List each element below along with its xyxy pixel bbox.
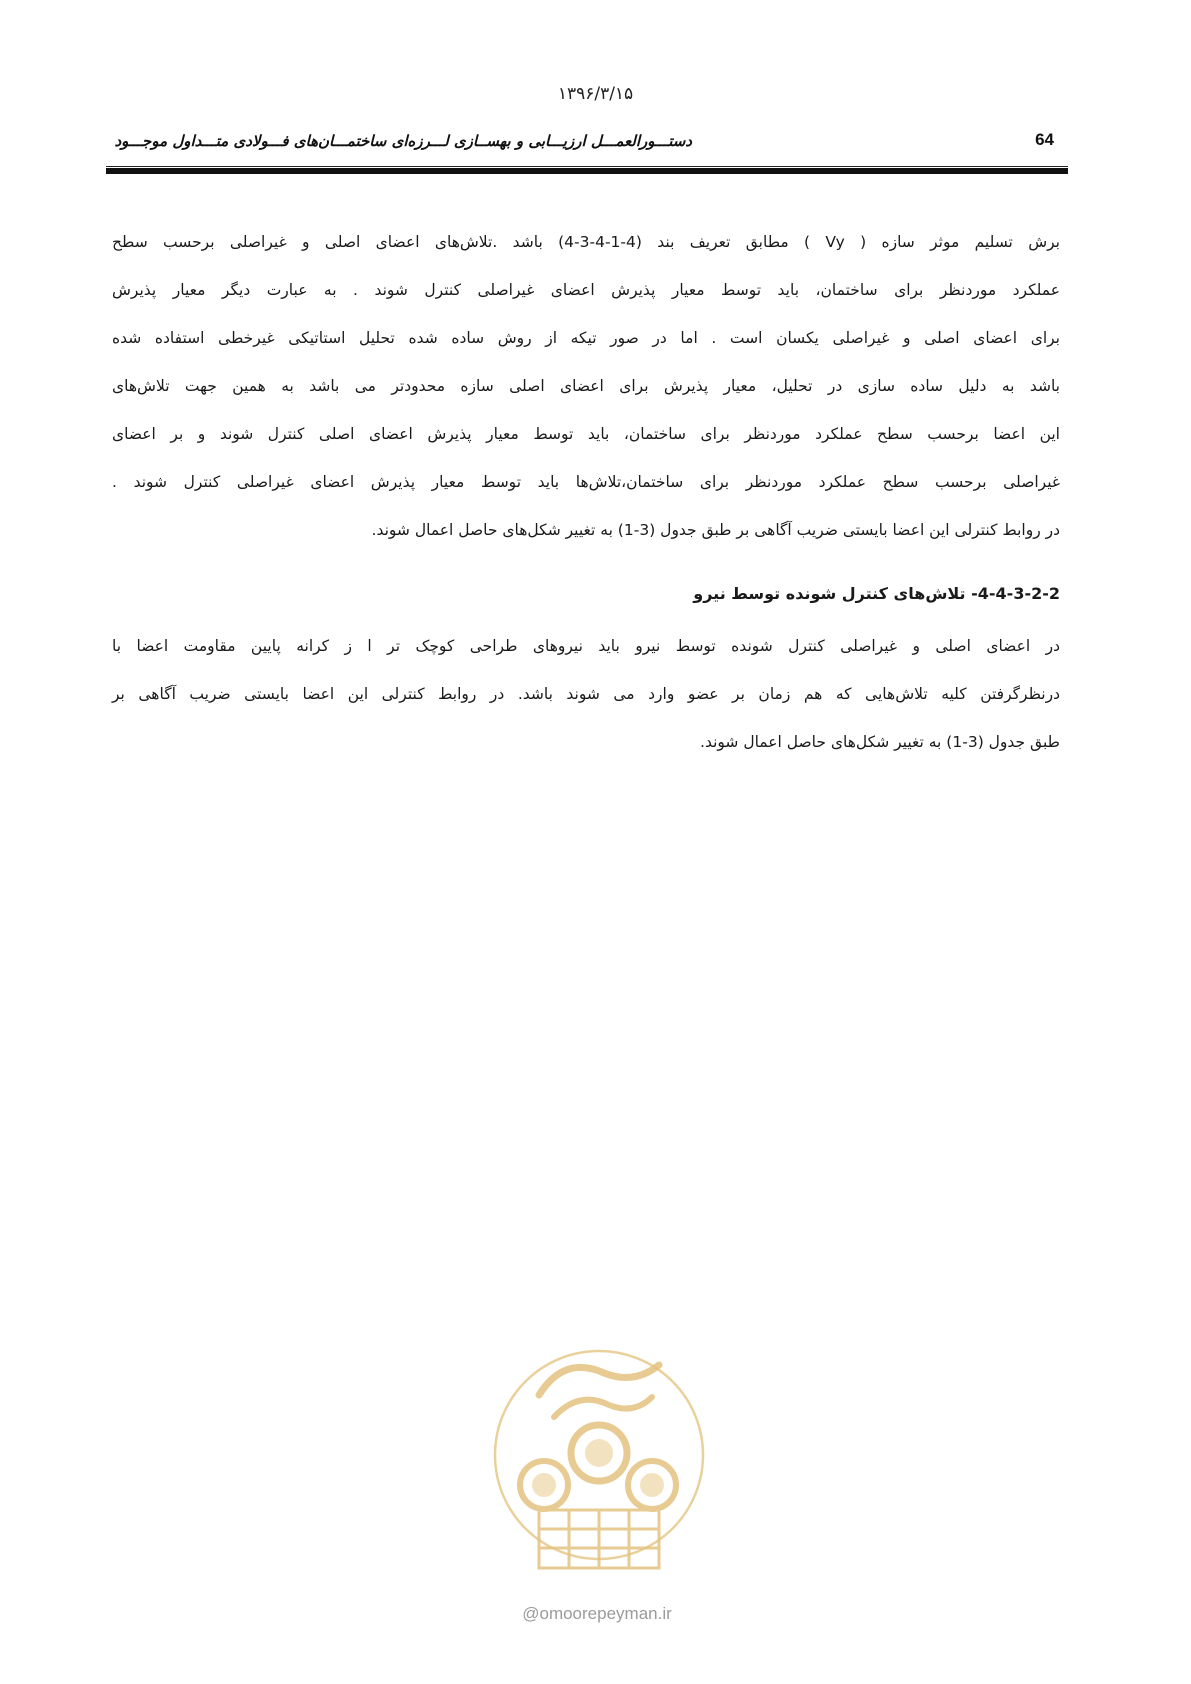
paragraph-2-line: طبق جدول (3-1) به تغییر شکل‌های حاصل اعمال شوند. — [700, 733, 1060, 751]
paragraph-1-line: عملکرد موردنظر برای ساختمان، باید توسط معیار پذیرش اعضای غیراصلی کنترل شوند . به عبارت دیگر معیار پذیرش — [112, 281, 1060, 299]
paragraph-2-line: درنظرگرفتن کلیه تلاش‌هایی که هم زمان بر عضو وارد می شوند باشد. در روابط کنترلی این اعضا بایستی ضریب آگاهی بر — [112, 685, 1060, 703]
paragraph-1-line: باشد به دلیل ساده سازی در تحلیل، معیار پذیرش برای اعضای اصلی سازه محدودتر می باشد به همین جهت تلاش‌های — [112, 377, 1060, 395]
paragraph-1-line: در روابط کنترلی این اعضا بایستی ضریب آگاهی بر طبق جدول (3-1) به تغییر شکل‌های حاصل اعمال شوند. — [371, 521, 1060, 539]
document-date: ۱۳۹۶/۳/۱۵ — [557, 84, 634, 104]
paragraph-1-line: برش تسلیم موثر سازه ( Vy ) مطابق تعریف بند (4-1-4-3-4) باشد .تلاش‌های اعضای اصلی و غیراصلی برحسب سطح — [112, 233, 1060, 251]
logo-seal-icon — [484, 1335, 714, 1595]
at-icon: @ — [522, 1604, 540, 1623]
paragraph-1 — [112, 218, 1060, 554]
paragraph-2-line: در اعضای اصلی و غیراصلی کنترل شونده توسط نیرو باید نیروهای طراحی کوچک تر ا ز کرانه پایین مقاومت اعضا با — [112, 637, 1060, 655]
watermark-logo — [484, 1335, 714, 1595]
header-rule-thin — [106, 166, 1068, 167]
section-heading: 4-4-3-2-2- تلاش‌های کنترل شونده توسط نیرو — [693, 584, 1060, 603]
watermark-site-label: omoorepeyman.ir — [539, 1604, 672, 1623]
page-header — [106, 130, 1068, 158]
paragraph-2 — [112, 622, 1060, 766]
page-number: 64 — [1035, 130, 1054, 149]
watermark-site-text — [492, 1604, 702, 1624]
main-content — [112, 218, 1060, 766]
header-rule-thick — [106, 168, 1068, 174]
paragraph-1-line: این اعضا برحسب سطح عملکرد موردنظر برای ساختمان، باید توسط معیار پذیرش اعضای اصلی کنترل شوند و بر اعضای — [112, 425, 1060, 443]
paragraph-1-line: برای اعضای اصلی و غیراصلی یکسان است . اما در صور تیکه از روش ساده شده تحلیل استاتیکی غیرخطی استفاده شده — [112, 329, 1060, 347]
paragraph-1-line: غیراصلی برحسب سطح عملکرد موردنظر برای ساختمان،تلاش‌ها باید توسط معیار پذیرش اعضای غیراصلی کنترل شوند . — [112, 473, 1060, 491]
header-title: دستـــورالعمـــل ارزیـــابی و بهســازی لـــرزه‌ای ساختمـــان‌های فـــولادی متـــداول موجـــود — [114, 132, 692, 150]
